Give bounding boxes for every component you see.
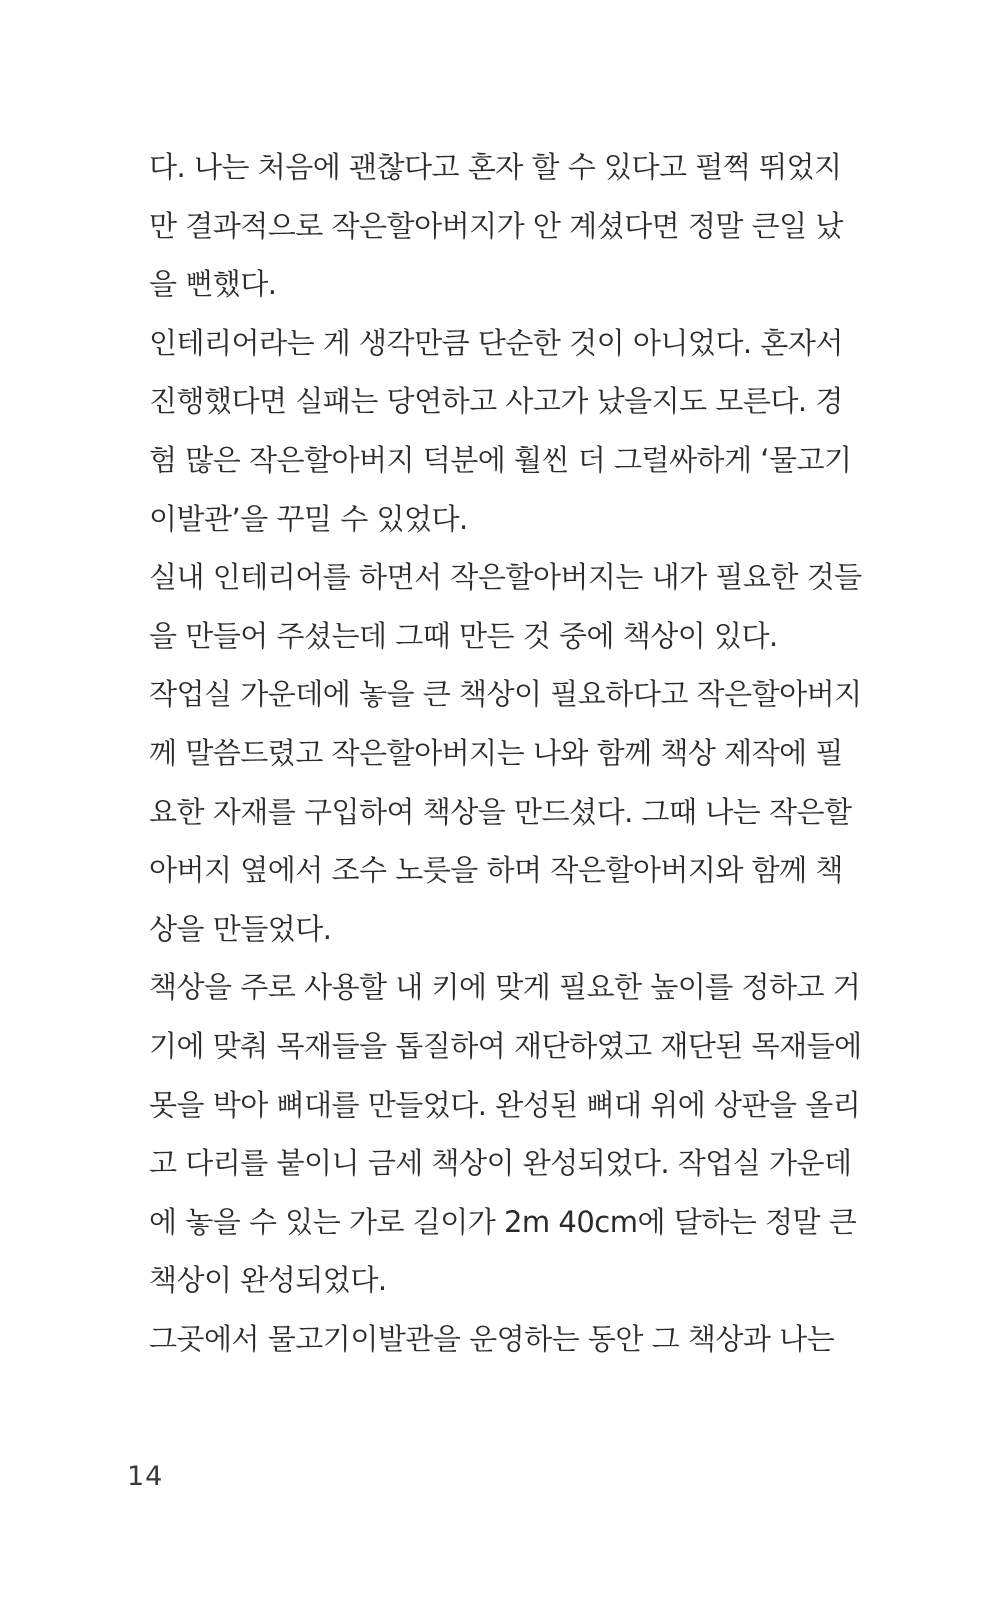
text-line: 실내 인테리어를 하면서 작은할아버지는 내가 필요한 것들: [149, 560, 862, 595]
text-line: 진행했다면 실패는 당연하고 사고가 났을지도 모른다. 경: [149, 384, 843, 419]
text-line: 고 다리를 붙이니 금세 책상이 완성되었다. 작업실 가운데: [149, 1146, 852, 1181]
text-line: 못을 박아 뼈대를 만들었다. 완성된 뼈대 위에 상판을 올리: [149, 1087, 861, 1122]
text-line: 께 말씀드렸고 작은할아버지는 나와 함께 책상 제작에 필: [149, 735, 843, 770]
body-text: [149, 142, 862, 1372]
text-line: 인테리어라는 게 생각만큼 단순한 것이 아니었다. 혼자서: [149, 325, 843, 360]
text-line: 요한 자재를 구입하여 책상을 만드셨다. 그때 나는 작은할: [149, 794, 852, 829]
text-line: 이발관’을 꾸밀 수 있었다.: [149, 501, 468, 536]
text-line: 을 만들어 주셨는데 그때 만든 것 중에 책상이 있다.: [149, 618, 778, 653]
text-line: 아버지 옆에서 조수 노릇을 하며 작은할아버지와 함께 책: [149, 853, 843, 888]
page-number: 14: [127, 1461, 164, 1492]
text-line: 험 많은 작은할아버지 덕분에 훨씬 더 그럴싸하게 ‘물고기: [149, 442, 852, 477]
text-line: 기에 맞춰 목재들을 톱질하여 재단하였고 재단된 목재들에: [149, 1028, 862, 1063]
text-line: 그곳에서 물고기이발관을 운영하는 동안 그 책상과 나는: [149, 1321, 835, 1356]
text-line: 책상을 주로 사용할 내 키에 맞게 필요한 높이를 정하고 거: [149, 970, 861, 1005]
text-line: 다. 나는 처음에 괜찮다고 혼자 할 수 있다고 펄쩍 뛰었지: [149, 150, 842, 184]
text-line: 작업실 가운데에 놓을 큰 책상이 필요하다고 작은할아버지: [149, 677, 862, 712]
text-line: 만 결과적으로 작은할아버지가 안 계셨다면 정말 큰일 났: [149, 208, 843, 243]
text-line: 을 뻔했다.: [149, 267, 277, 302]
text-line: 책상이 완성되었다.: [149, 1263, 387, 1298]
text-line: 상을 만들었다.: [149, 911, 332, 946]
text-line: 에 놓을 수 있는 가로 길이가 2m 40cm에 달하는 정말 큰: [149, 1204, 857, 1239]
